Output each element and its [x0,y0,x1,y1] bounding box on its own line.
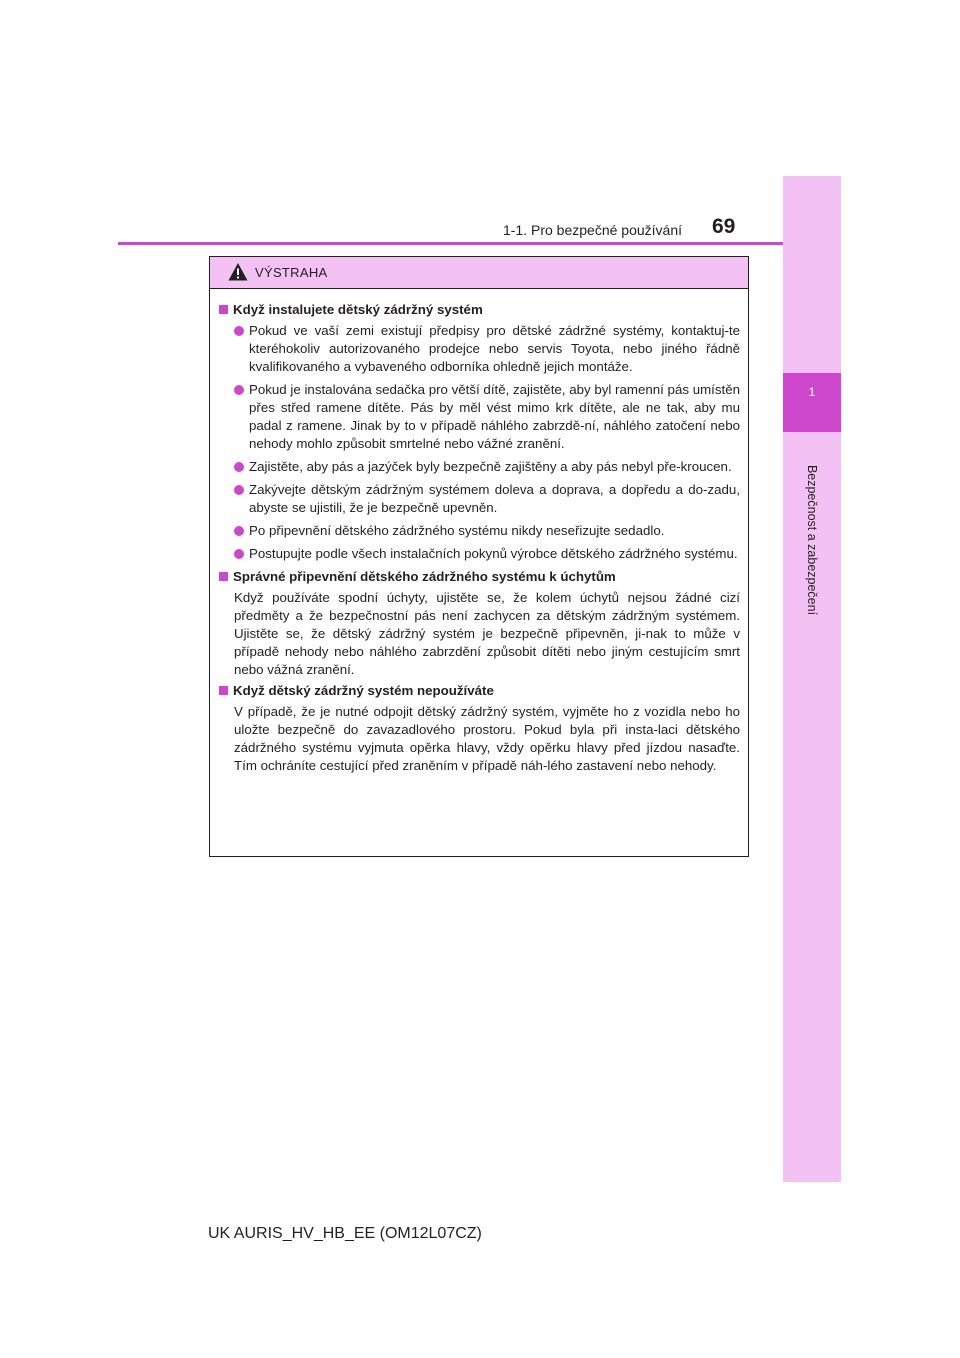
chapter-number: 1 [808,385,816,399]
bullet-icon [234,462,244,472]
section-heading: Když dětský zádržný systém nepoužíváte [218,682,740,700]
bullet-item [218,458,740,476]
section-heading: Správné připevnění dětského zádržného systému k úchytům [218,568,740,586]
bullet-item [218,545,740,563]
bullet-text: Zajistěte, aby pás a jazýček byly bezpečně zajištěny a aby pás nebyl pře-kroucen. [249,459,732,474]
chapter-tab[interactable] [783,373,841,432]
chapter-side-strip [783,176,841,1182]
bullet-text: Pokud je instalována sedačka pro větší dítě, zajistěte, aby byl ramenní pás umístěn přes střed ramene dítěte. Pás by měl vést mimo krk dítěte, ale ne tak, aby mu padal z ramene. Jinak by to v případě náhlého zabrzdě-ní, náhlého zatočení nebo nehody mohlo způsobit smrtelné nebo vážné zranění. [249,382,740,451]
bullet-item [218,522,740,540]
bullet-icon [234,385,244,395]
section-paragraph: Když používáte spodní úchyty, ujistěte se, že kolem úchytů nejsou žádné cizí předměty a že bezpečnostní pás není zachycen za dětským zádržným systémem. Ujistěte se, že dětský zádržný systém je bezpečně připevněn, ji-nak to může v případě nehody nebo náhlého zabrzdění způsobit dítěti nebo jiným cestujícím smrt nebo vážná zranění. [234,590,740,677]
section-heading: Když instalujete dětský zádržný systém [218,301,740,319]
bullet-item [218,481,740,517]
bullet-text: Postupujte podle všech instalačních pokynů výrobce dětského zádržného systému. [249,546,738,561]
bullet-item [218,322,740,376]
section-title: 1-1. Pro bezpečné používání [502,222,682,238]
section-paragraph: V případě, že je nutné odpojit dětský zádržný systém, vyjměte ho z vozidla nebo ho uložte bezpečně do zavazadlového prostoru. Pokud byla při insta-laci dětského zádržného systému vyjmuta opěrka hlavy, vždy opěrku hlavy před jízdou nasaďte. Tím ochráníte cestující před zraněním v případě náh-lého zastavení nebo nehody. [234,704,740,773]
bullet-icon [234,326,244,336]
warning-box [209,256,749,857]
bullet-icon [234,485,244,495]
warning-title: VÝSTRAHA [255,265,328,280]
bullet-item [218,381,740,453]
bullet-text: Pokud ve vaší zemi existují předpisy pro dětské zádržné systémy, kontaktuj-te kteréhokoliv autorizovaného prodejce nebo servis Toyota, nebo jiného řádně kvalifikovaného a vybaveného odborníka ohledně jejich montáže. [249,323,740,374]
bullet-text: Po připevnění dětského zádržného systému nikdy neseřizujte sedadlo. [249,523,665,538]
bullet-icon [234,526,244,536]
warning-triangle-icon [228,262,248,282]
bullet-icon [234,549,244,559]
page-number: 69 [712,215,736,238]
footer-code: UK AURIS_HV_HB_EE (OM12L07CZ) [208,1225,482,1242]
bullet-text: Zakývejte dětským zádržným systémem doleva a doprava, a dopředu a do-zadu, abyste se ujistili, že je bezpečně upevněn. [249,482,740,515]
warning-body [210,289,748,775]
header-rule [118,242,783,245]
warning-header [210,257,748,289]
chapter-label: Bezpečnost a zabezpečení [805,464,819,616]
